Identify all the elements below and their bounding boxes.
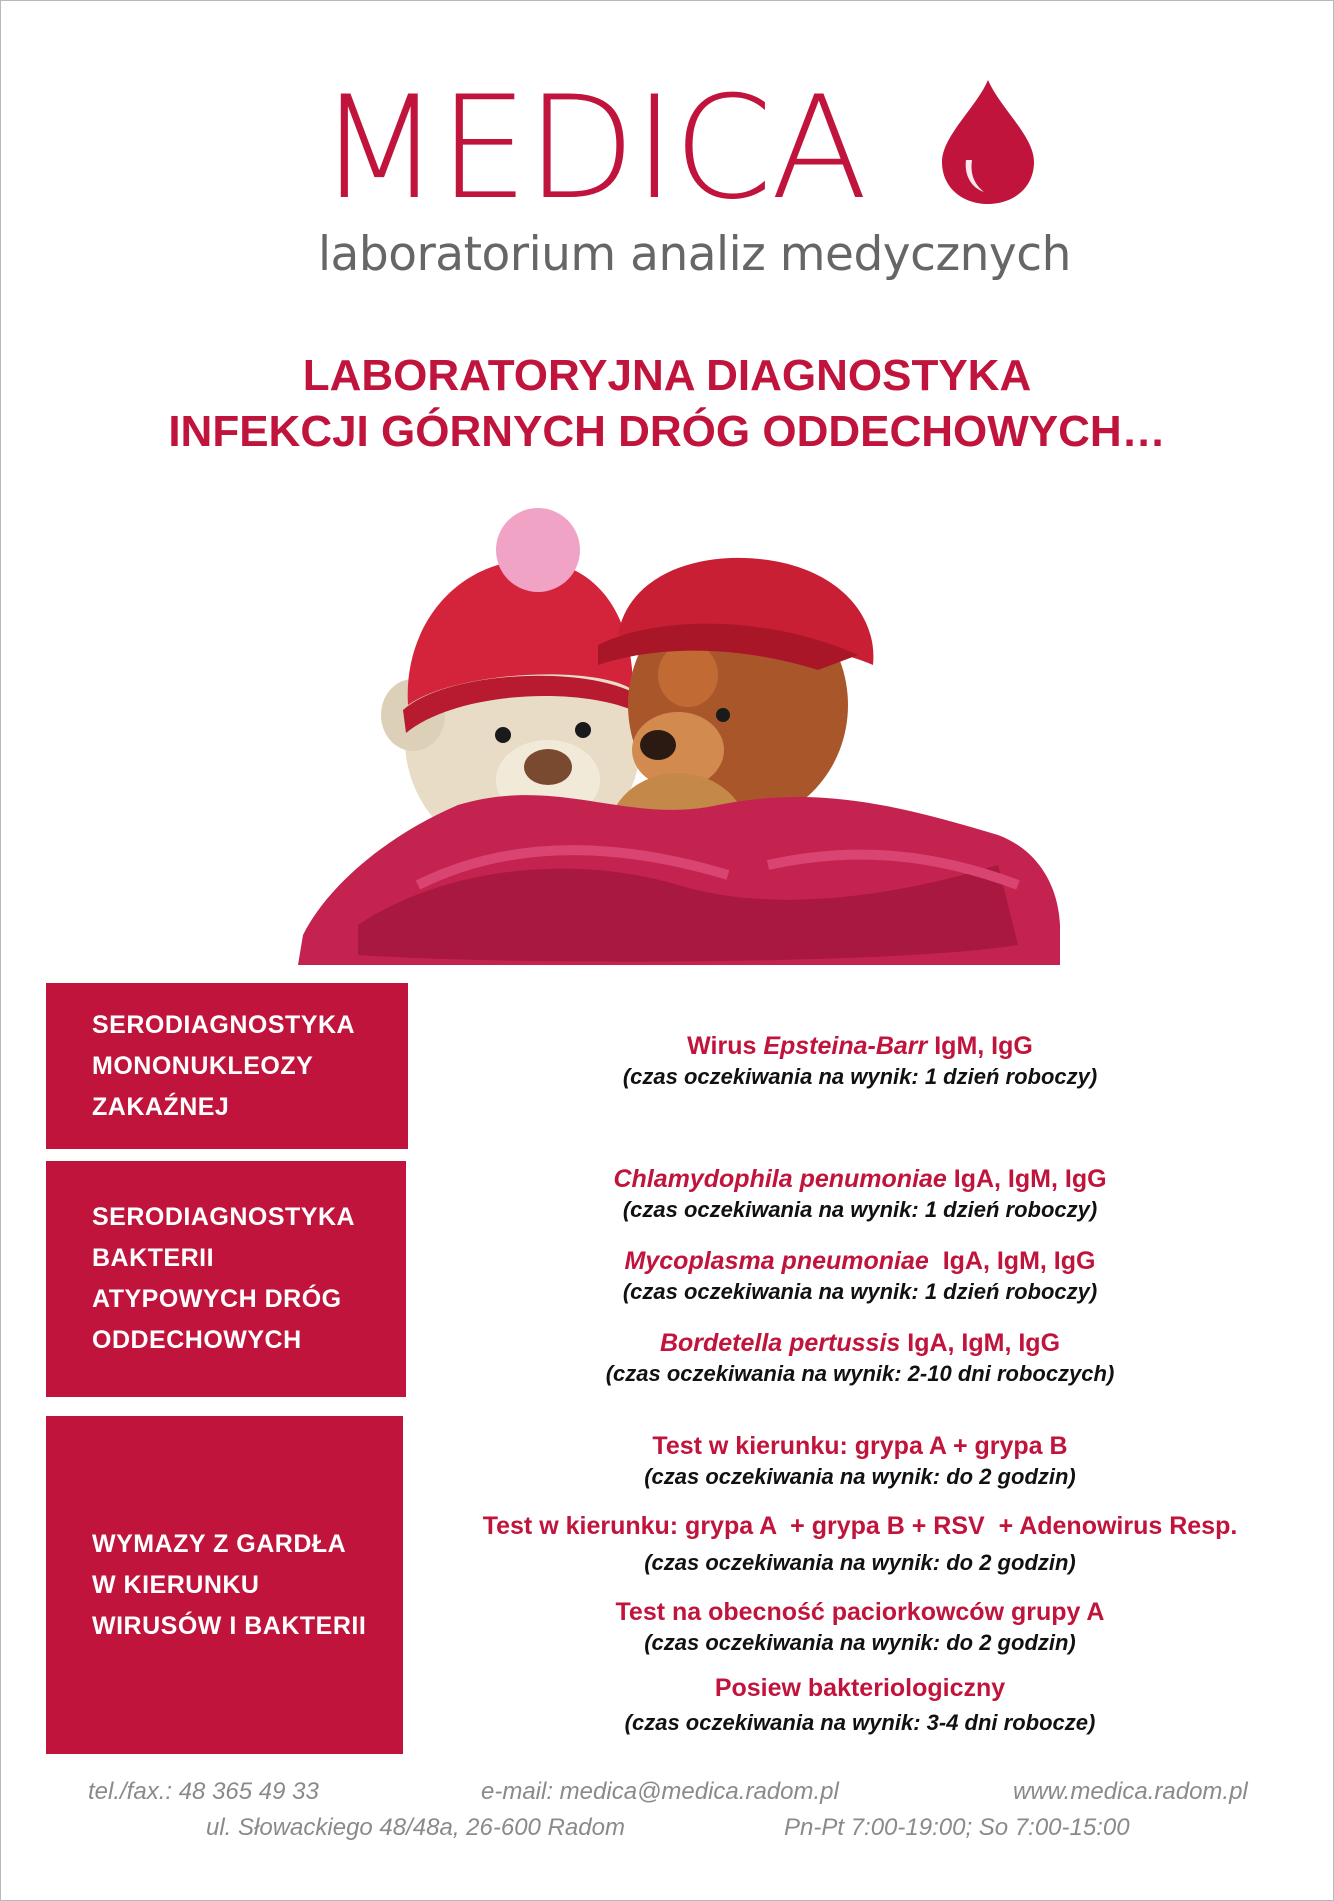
test-mycoplasma	[410, 1245, 1310, 1307]
footer-website[interactable]: www.medica.radom.pl	[1013, 1778, 1248, 1805]
test-name: Posiew bakteriologiczny	[714, 1674, 1006, 1702]
footer-email[interactable]: e-mail: medica@medica.radom.pl	[481, 1778, 839, 1805]
logo-tagline: laboratorium analiz medycznych	[318, 227, 1071, 282]
test-name: Test w kierunku: grypa A + grypa B + RSV + Adenowirus Resp.	[482, 1512, 1238, 1540]
test-bacterial-culture	[410, 1672, 1310, 1738]
test-chlamydophila	[410, 1163, 1310, 1225]
test-name: Mycoplasma pneumoniae IgA, IgM, IgG	[624, 1247, 1096, 1275]
section-label-line: WIRUSÓW I BAKTERII	[92, 1611, 367, 1640]
test-strep-a	[410, 1596, 1310, 1658]
page-title	[0, 348, 1334, 460]
blood-drop-icon	[938, 78, 1038, 206]
test-wait-time: (czas oczekiwania na wynik: 2-10 dni roboczych)	[605, 1361, 1115, 1386]
section-label-line: W KIERUNKU	[92, 1570, 260, 1599]
test-name: Wirus Epsteina-Barr IgM, IgG	[687, 1032, 1033, 1060]
test-name: Bordetella pertussis IgA, IgM, IgG	[659, 1329, 1061, 1357]
test-flu-ab	[410, 1430, 1310, 1492]
section-label-throat-swabs	[46, 1416, 403, 1754]
test-name: Chlamydophila penumoniae IgA, IgM, IgG	[613, 1165, 1107, 1193]
section-label-atypical-bacteria	[46, 1161, 406, 1397]
section-label-line: MONONUKLEOZY	[92, 1051, 314, 1080]
section-label-line: ATYPOWYCH DRÓG	[92, 1285, 342, 1313]
footer-opening-hours: Pn-Pt 7:00-19:00; So 7:00-15:00	[784, 1814, 1130, 1841]
test-wait-time: (czas oczekiwania na wynik: 1 dzień roboczy)	[622, 1064, 1098, 1089]
section-label-line: SERODIAGNOSTYKA	[92, 1203, 356, 1231]
footer-address: ul. Słowackiego 48/48a, 26-600 Radom	[206, 1814, 625, 1841]
page-title-line-2: INFEKCJI GÓRNYCH DRÓG ODDECHOWYCH…	[168, 407, 1166, 456]
logo	[318, 66, 1038, 231]
section-label-line: BAKTERII	[92, 1244, 215, 1272]
section-label-mononucleosis	[46, 983, 408, 1149]
test-wait-time: (czas oczekiwania na wynik: 1 dzień roboczy)	[622, 1197, 1098, 1222]
section-label-line: WYMAZY Z GARDŁA	[92, 1529, 347, 1558]
test-wait-time: (czas oczekiwania na wynik: do 2 godzin)	[644, 1630, 1076, 1655]
test-wait-time: (czas oczekiwania na wynik: 1 dzień roboczy)	[622, 1279, 1098, 1304]
section-label-line: ZAKAŹNEJ	[92, 1092, 230, 1121]
test-ebv	[410, 1030, 1310, 1092]
test-flu-rsv-adeno	[410, 1510, 1310, 1578]
page-title-line-1: LABORATORYJNA DIAGNOSTYKA	[302, 351, 1032, 400]
section-label-line: SERODIAGNOSTYKA	[92, 1010, 356, 1039]
test-wait-time: (czas oczekiwania na wynik: 3-4 dni robocze)	[624, 1710, 1096, 1735]
footer-phone: tel./fax.: 48 365 49 33	[88, 1778, 319, 1805]
test-name: Test w kierunku: grypa A + grypa B	[652, 1432, 1068, 1460]
test-wait-time: (czas oczekiwania na wynik: do 2 godzin)	[644, 1550, 1076, 1575]
test-wait-time: (czas oczekiwania na wynik: do 2 godzin)	[644, 1464, 1076, 1489]
teddy-bears-in-scarf-photo	[298, 505, 1060, 965]
test-bordetella	[410, 1327, 1310, 1389]
test-name: Test na obecność paciorkowców grupy A	[615, 1598, 1105, 1626]
logo-wordmark: MEDICA	[318, 66, 866, 231]
section-label-line: ODDECHOWYCH	[92, 1326, 302, 1354]
